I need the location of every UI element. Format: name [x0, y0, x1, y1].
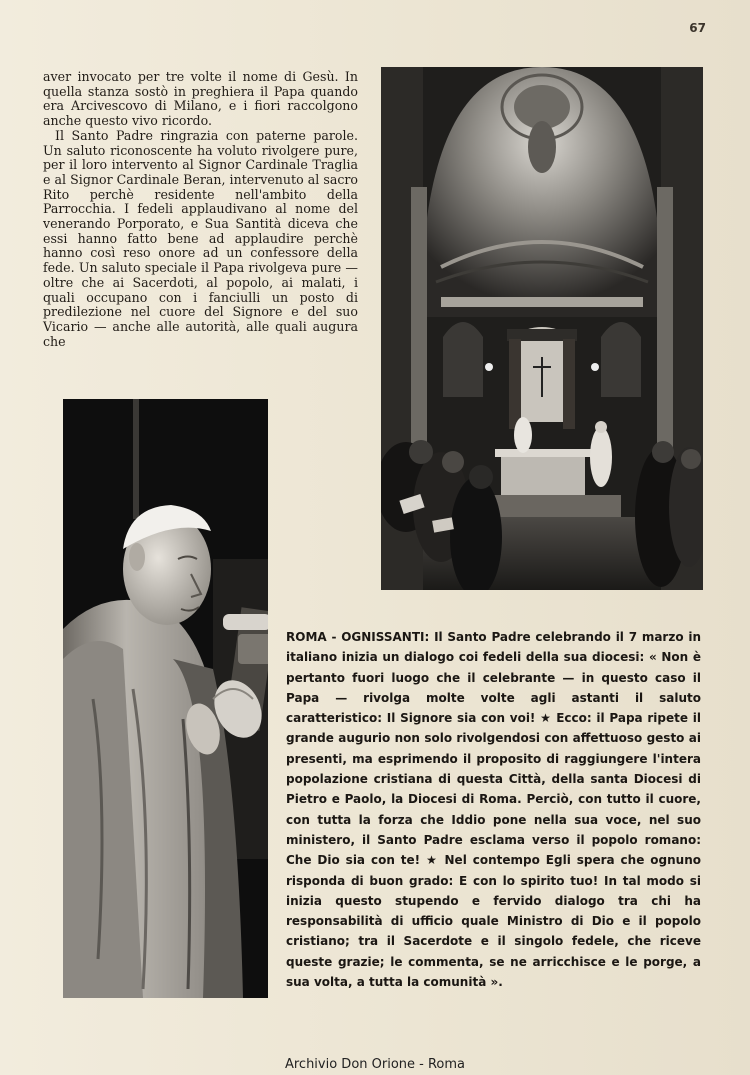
- church-interior-image: [381, 67, 703, 590]
- page-number: 67: [689, 21, 706, 35]
- caption-title: ROMA - OGNISSANTI:: [286, 630, 430, 644]
- photo-caption: [286, 627, 701, 992]
- archive-footer: Archivio Don Orione - Roma: [284, 1057, 466, 1072]
- article-text: [43, 70, 358, 349]
- article-paragraph: Il Santo Padre ringrazia con paterne parole. Un saluto riconoscente ha voluto rivolgere pure, per il loro intervento al Signor Cardinale Traglia e al Signor Cardinale Beran, intervenuto al sacro Rito perchè residente nell'ambito della Parrocchia. I fedeli applaudivano al nome del venerando Porporato, e Sua Santità diceva che essi hanno fatto bene ad applaudire perchè hanno così reso onore ad un confessore della fede. Un saluto speciale il Papa rivolgeva pure — oltre che ai Sacerdoti, al popolo, ai malati, i quali occupano con i fanciulli un posto di predilezione nel cuore del Signore e del suo Vicario — anche alle autorità, alle quali augura che: [43, 127, 358, 349]
- caption-text: Il Santo Padre celebrando il 7 marzo in italiano inizia un dialogo coi fedeli della sua diocesi: « Non è pertanto fuori luogo che il celebrante — in questo caso il Papa — rivolga molte volte agli astanti il saluto caratteristico: Il Signore sia con voi! ★ Ecco: il Papa ripete il grande augurio non solo rivolgendosi con affettuoso gesto ai presenti, ma esprimendo il proposito di raggiungere l'intera popolazione cristiana di questa Città, della santa Diocesi di Pietro e Paolo, la Diocesi di Roma. Perciò, con tutto il cuore, con tutta la forza che Iddio pone nella sua voce, nel suo ministero, il Santo Padre esclama verso il popolo romano: Che Dio sia con te! ★ Nel contempo Egli spera che ognuno risponda di buon grado: E con lo spirito tuo! In tal modo si inizia questo stupendo e fervido dialogo tra chi ha responsabilità di ufficio quale Ministro di Dio e il popolo cristiano; tra il Sacerdote e il singolo fedele, che riceve queste grazie; le commenta, se ne arricchisce e le porge, a sua volta, a tutta la comunità ».: [286, 630, 701, 990]
- article-paragraph: aver invocato per tre volte il nome di Gesù. In quella stanza sostò in preghiera il Papa quando era Arcivescovo di Milano, e i fiori raccolgono anche questo vivo ricordo.: [43, 69, 358, 129]
- pope-portrait-image: [63, 399, 268, 998]
- church-interior-photo: [381, 67, 703, 590]
- pope-portrait-photo: [63, 399, 268, 998]
